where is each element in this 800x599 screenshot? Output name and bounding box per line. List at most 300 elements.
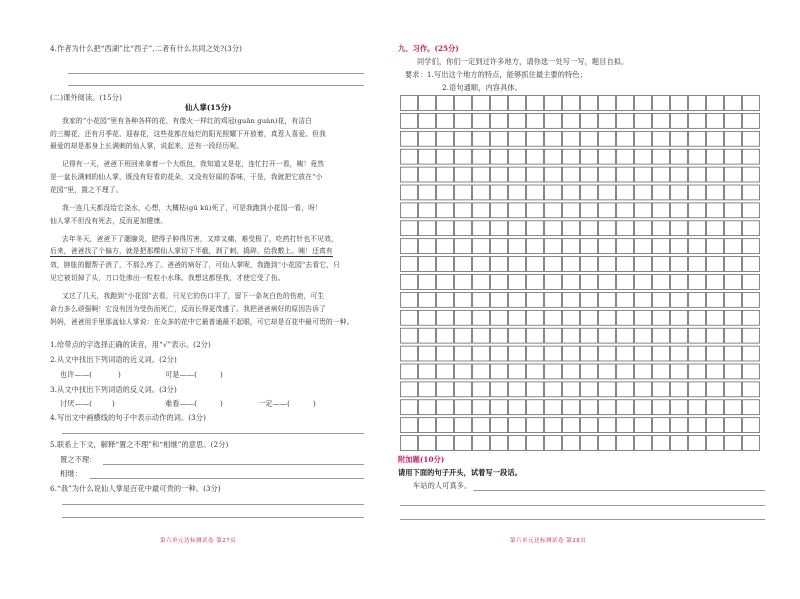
grid-cell[interactable] [491,328,508,343]
grid-cell[interactable] [419,185,436,200]
grid-cell[interactable] [545,185,562,200]
grid-cell[interactable] [401,221,418,236]
grid-cell[interactable] [707,167,724,182]
grid-cell[interactable] [437,275,454,290]
grid-cell[interactable] [707,328,724,343]
grid-cell[interactable] [725,113,742,128]
grid-cell[interactable] [455,292,472,307]
grid-cell[interactable] [581,310,598,325]
grid-cell[interactable] [401,113,418,128]
grid-cell[interactable] [455,418,472,433]
grid-cell[interactable] [707,221,724,236]
grid-cell[interactable] [437,436,454,451]
grid-cell[interactable] [563,436,580,451]
grid-cell[interactable] [473,328,490,343]
grid-cell[interactable] [401,149,418,164]
grid-cell[interactable] [419,275,436,290]
grid-cell[interactable] [707,400,724,415]
grid-cell[interactable] [743,203,760,218]
grid-cell[interactable] [419,96,436,111]
grid-cell[interactable] [599,221,616,236]
grid-cell[interactable] [509,310,526,325]
grid-cell[interactable] [527,382,544,397]
grid-cell[interactable] [563,167,580,182]
grid-cell[interactable] [581,328,598,343]
grid-cell[interactable] [689,203,706,218]
grid-cell[interactable] [671,310,688,325]
grid-cell[interactable] [437,131,454,146]
grid-cell[interactable] [473,346,490,361]
grid-cell[interactable] [401,418,418,433]
grid-cell[interactable] [401,364,418,379]
grid-cell[interactable] [401,96,418,111]
grid-cell[interactable] [545,96,562,111]
grid-cell[interactable] [473,203,490,218]
grid-cell[interactable] [635,292,652,307]
grid-cell[interactable] [545,167,562,182]
grid-cell[interactable] [473,257,490,272]
grid-cell[interactable] [653,382,670,397]
grid-cell[interactable] [689,257,706,272]
grid-cell[interactable] [581,292,598,307]
grid-cell[interactable] [617,275,634,290]
grid-cell[interactable] [671,364,688,379]
grid-cell[interactable] [437,167,454,182]
grid-cell[interactable] [653,418,670,433]
grid-cell[interactable] [491,239,508,254]
grid-cell[interactable] [545,328,562,343]
grid-cell[interactable] [563,131,580,146]
grid-cell[interactable] [743,149,760,164]
grid-cell[interactable] [527,400,544,415]
grid-cell[interactable] [527,203,544,218]
grid-cell[interactable] [419,400,436,415]
grid-cell[interactable] [563,418,580,433]
grid-cell[interactable] [563,292,580,307]
grid-cell[interactable] [473,185,490,200]
grid-cell[interactable] [653,292,670,307]
grid-cell[interactable] [725,310,742,325]
grid-cell[interactable] [617,400,634,415]
grid-cell[interactable] [599,382,616,397]
grid-cell[interactable] [545,364,562,379]
grid-cell[interactable] [401,257,418,272]
grid-cell[interactable] [509,418,526,433]
grid-cell[interactable] [419,113,436,128]
grid-cell[interactable] [581,96,598,111]
grid-cell[interactable] [725,221,742,236]
grid-cell[interactable] [491,221,508,236]
grid-cell[interactable] [743,185,760,200]
grid-cell[interactable] [707,149,724,164]
grid-cell[interactable] [707,131,724,146]
grid-cell[interactable] [419,328,436,343]
grid-cell[interactable] [635,113,652,128]
grid-cell[interactable] [473,364,490,379]
grid-cell[interactable] [419,292,436,307]
grid-cell[interactable] [491,96,508,111]
grid-cell[interactable] [545,113,562,128]
grid-cell[interactable] [599,257,616,272]
grid-cell[interactable] [707,292,724,307]
grid-cell[interactable] [671,275,688,290]
grid-cell[interactable] [545,149,562,164]
grid-cell[interactable] [563,185,580,200]
grid-cell[interactable] [689,436,706,451]
grid-cell[interactable] [401,203,418,218]
grid-cell[interactable] [725,96,742,111]
grid-cell[interactable] [419,418,436,433]
grid-cell[interactable] [473,149,490,164]
grid-cell[interactable] [635,185,652,200]
grid-cell[interactable] [671,131,688,146]
grid-cell[interactable] [689,346,706,361]
grid-cell[interactable] [617,436,634,451]
grid-cell[interactable] [491,275,508,290]
grid-cell[interactable] [653,310,670,325]
grid-cell[interactable] [401,239,418,254]
grid-cell[interactable] [671,167,688,182]
grid-cell[interactable] [725,149,742,164]
grid-cell[interactable] [599,346,616,361]
grid-cell[interactable] [545,203,562,218]
grid-cell[interactable] [563,275,580,290]
grid-cell[interactable] [707,203,724,218]
grid-cell[interactable] [581,131,598,146]
grid-cell[interactable] [527,113,544,128]
grid-cell[interactable] [455,185,472,200]
grid-cell[interactable] [707,185,724,200]
grid-cell[interactable] [509,185,526,200]
grid-cell[interactable] [635,149,652,164]
grid-cell[interactable] [527,257,544,272]
grid-cell[interactable] [635,203,652,218]
grid-cell[interactable] [437,149,454,164]
grid-cell[interactable] [437,382,454,397]
grid-cell[interactable] [689,364,706,379]
grid-cell[interactable] [491,292,508,307]
grid-cell[interactable] [599,96,616,111]
grid-cell[interactable] [491,382,508,397]
grid-cell[interactable] [689,239,706,254]
grid-cell[interactable] [653,400,670,415]
grid-cell[interactable] [581,275,598,290]
grid-cell[interactable] [725,239,742,254]
grid-cell[interactable] [563,257,580,272]
grid-cell[interactable] [527,149,544,164]
grid-cell[interactable] [599,275,616,290]
grid-cell[interactable] [455,257,472,272]
grid-cell[interactable] [581,203,598,218]
grid-cell[interactable] [689,167,706,182]
grid-cell[interactable] [491,257,508,272]
grid-cell[interactable] [455,310,472,325]
grid-cell[interactable] [653,346,670,361]
grid-cell[interactable] [437,113,454,128]
grid-cell[interactable] [707,96,724,111]
grid-cell[interactable] [581,346,598,361]
grid-cell[interactable] [689,96,706,111]
grid-cell[interactable] [581,185,598,200]
grid-cell[interactable] [743,113,760,128]
grid-cell[interactable] [671,257,688,272]
grid-cell[interactable] [707,113,724,128]
grid-cell[interactable] [455,149,472,164]
grid-cell[interactable] [599,131,616,146]
grid-cell[interactable] [491,149,508,164]
grid-cell[interactable] [653,275,670,290]
grid-cell[interactable] [653,131,670,146]
grid-cell[interactable] [725,292,742,307]
grid-cell[interactable] [689,310,706,325]
grid-cell[interactable] [581,149,598,164]
grid-cell[interactable] [491,113,508,128]
grid-cell[interactable] [527,292,544,307]
grid-cell[interactable] [509,275,526,290]
grid-cell[interactable] [563,328,580,343]
grid-cell[interactable] [473,418,490,433]
grid-cell[interactable] [743,167,760,182]
grid-cell[interactable] [743,346,760,361]
grid-cell[interactable] [707,382,724,397]
grid-cell[interactable] [491,400,508,415]
grid-cell[interactable] [419,167,436,182]
grid-cell[interactable] [725,436,742,451]
grid-cell[interactable] [635,364,652,379]
grid-cell[interactable] [581,257,598,272]
grid-cell[interactable] [491,203,508,218]
grid-cell[interactable] [617,292,634,307]
grid-cell[interactable] [437,239,454,254]
grid-cell[interactable] [509,436,526,451]
grid-cell[interactable] [725,328,742,343]
grid-cell[interactable] [653,203,670,218]
grid-cell[interactable] [653,436,670,451]
grid-cell[interactable] [617,167,634,182]
grid-cell[interactable] [437,346,454,361]
grid-cell[interactable] [545,418,562,433]
grid-cell[interactable] [419,149,436,164]
grid-cell[interactable] [419,310,436,325]
grid-cell[interactable] [509,292,526,307]
grid-cell[interactable] [725,364,742,379]
grid-cell[interactable] [617,418,634,433]
grid-cell[interactable] [545,275,562,290]
grid-cell[interactable] [653,239,670,254]
grid-cell[interactable] [527,346,544,361]
grid-cell[interactable] [617,131,634,146]
grid-cell[interactable] [653,328,670,343]
grid-cell[interactable] [437,221,454,236]
grid-cell[interactable] [509,239,526,254]
grid-cell[interactable] [689,221,706,236]
grid-cell[interactable] [707,310,724,325]
grid-cell[interactable] [563,400,580,415]
grid-cell[interactable] [401,436,418,451]
grid-cell[interactable] [635,310,652,325]
grid-cell[interactable] [617,96,634,111]
grid-cell[interactable] [743,382,760,397]
grid-cell[interactable] [671,185,688,200]
grid-cell[interactable] [599,239,616,254]
grid-cell[interactable] [599,167,616,182]
grid-cell[interactable] [671,96,688,111]
grid-cell[interactable] [743,400,760,415]
grid-cell[interactable] [401,185,418,200]
grid-cell[interactable] [419,382,436,397]
grid-cell[interactable] [617,239,634,254]
grid-cell[interactable] [509,364,526,379]
grid-cell[interactable] [545,382,562,397]
grid-cell[interactable] [617,113,634,128]
grid-cell[interactable] [617,364,634,379]
grid-cell[interactable] [437,96,454,111]
grid-cell[interactable] [545,221,562,236]
grid-cell[interactable] [527,131,544,146]
grid-cell[interactable] [491,185,508,200]
grid-cell[interactable] [455,221,472,236]
grid-cell[interactable] [437,203,454,218]
grid-cell[interactable] [671,328,688,343]
grid-cell[interactable] [473,96,490,111]
grid-cell[interactable] [401,310,418,325]
writing-grid[interactable] [400,95,760,453]
grid-cell[interactable] [725,203,742,218]
grid-cell[interactable] [527,275,544,290]
grid-cell[interactable] [563,310,580,325]
grid-cell[interactable] [401,346,418,361]
grid-cell[interactable] [581,400,598,415]
grid-cell[interactable] [419,257,436,272]
grid-cell[interactable] [563,203,580,218]
grid-cell[interactable] [527,167,544,182]
grid-cell[interactable] [725,382,742,397]
grid-cell[interactable] [743,364,760,379]
grid-cell[interactable] [437,418,454,433]
grid-cell[interactable] [725,400,742,415]
grid-cell[interactable] [581,436,598,451]
grid-cell[interactable] [401,167,418,182]
grid-cell[interactable] [635,382,652,397]
grid-cell[interactable] [563,221,580,236]
grid-cell[interactable] [707,257,724,272]
grid-cell[interactable] [725,418,742,433]
grid-cell[interactable] [455,167,472,182]
grid-cell[interactable] [743,292,760,307]
grid-cell[interactable] [599,292,616,307]
grid-cell[interactable] [599,364,616,379]
grid-cell[interactable] [509,328,526,343]
grid-cell[interactable] [671,239,688,254]
grid-cell[interactable] [581,239,598,254]
grid-cell[interactable] [473,131,490,146]
grid-cell[interactable] [455,364,472,379]
grid-cell[interactable] [743,436,760,451]
grid-cell[interactable] [635,346,652,361]
grid-cell[interactable] [707,239,724,254]
grid-cell[interactable] [671,113,688,128]
grid-cell[interactable] [491,418,508,433]
grid-cell[interactable] [635,167,652,182]
grid-cell[interactable] [545,346,562,361]
grid-cell[interactable] [473,113,490,128]
grid-cell[interactable] [563,382,580,397]
grid-cell[interactable] [401,275,418,290]
grid-cell[interactable] [527,96,544,111]
grid-cell[interactable] [653,221,670,236]
grid-cell[interactable] [581,364,598,379]
grid-cell[interactable] [671,149,688,164]
grid-cell[interactable] [509,382,526,397]
grid-cell[interactable] [491,131,508,146]
grid-cell[interactable] [455,275,472,290]
grid-cell[interactable] [617,346,634,361]
grid-cell[interactable] [689,185,706,200]
grid-cell[interactable] [743,239,760,254]
grid-cell[interactable] [725,167,742,182]
grid-cell[interactable] [581,418,598,433]
grid-cell[interactable] [545,292,562,307]
grid-cell[interactable] [455,131,472,146]
grid-cell[interactable] [455,239,472,254]
grid-cell[interactable] [653,167,670,182]
grid-cell[interactable] [473,275,490,290]
grid-cell[interactable] [653,113,670,128]
grid-cell[interactable] [635,418,652,433]
grid-cell[interactable] [689,400,706,415]
grid-cell[interactable] [707,418,724,433]
grid-cell[interactable] [599,436,616,451]
grid-cell[interactable] [581,382,598,397]
grid-cell[interactable] [725,131,742,146]
grid-cell[interactable] [743,310,760,325]
grid-cell[interactable] [671,418,688,433]
grid-cell[interactable] [455,346,472,361]
grid-cell[interactable] [401,328,418,343]
grid-cell[interactable] [509,96,526,111]
grid-cell[interactable] [473,310,490,325]
grid-cell[interactable] [437,328,454,343]
grid-cell[interactable] [581,167,598,182]
grid-cell[interactable] [437,400,454,415]
grid-cell[interactable] [743,275,760,290]
grid-cell[interactable] [671,221,688,236]
grid-cell[interactable] [491,310,508,325]
grid-cell[interactable] [563,239,580,254]
grid-cell[interactable] [581,221,598,236]
grid-cell[interactable] [419,221,436,236]
grid-cell[interactable] [455,96,472,111]
grid-cell[interactable] [563,346,580,361]
grid-cell[interactable] [671,203,688,218]
grid-cell[interactable] [671,292,688,307]
grid-cell[interactable] [689,292,706,307]
grid-cell[interactable] [491,346,508,361]
grid-cell[interactable] [635,275,652,290]
grid-cell[interactable] [455,328,472,343]
grid-cell[interactable] [437,257,454,272]
grid-cell[interactable] [437,364,454,379]
grid-cell[interactable] [599,149,616,164]
grid-cell[interactable] [455,436,472,451]
grid-cell[interactable] [455,113,472,128]
grid-cell[interactable] [473,400,490,415]
grid-cell[interactable] [527,185,544,200]
grid-cell[interactable] [437,185,454,200]
grid-cell[interactable] [545,310,562,325]
grid-cell[interactable] [599,185,616,200]
grid-cell[interactable] [473,221,490,236]
